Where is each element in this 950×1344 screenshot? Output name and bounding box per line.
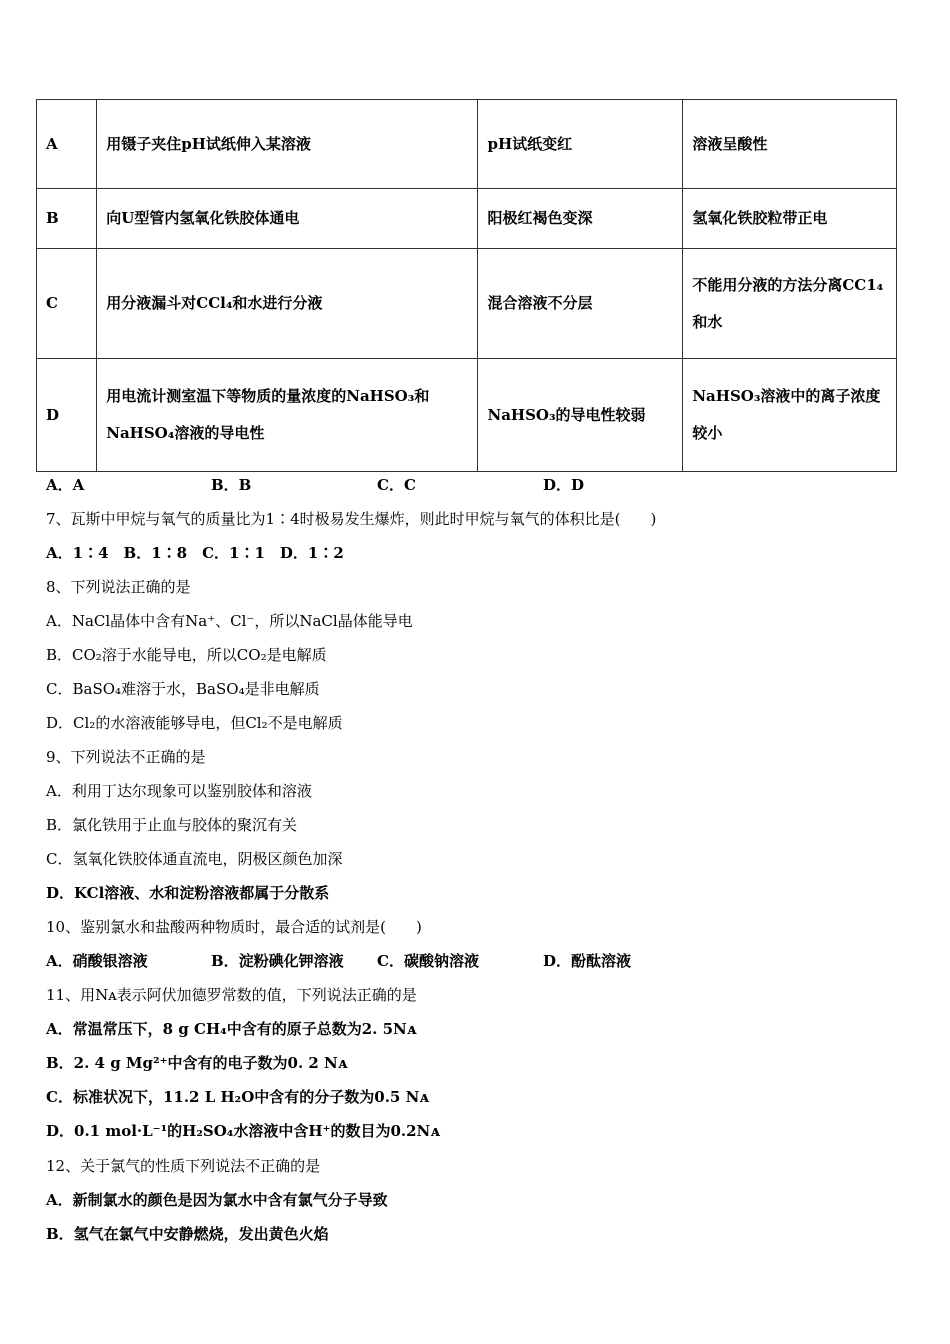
q8-option-d: D．Cl₂的水溶液能够导电，但Cl₂不是电解质 (46, 714, 343, 732)
table-row (37, 249, 897, 359)
conclusion-cell: 不能用分液的方法分离CC1₄和水 (683, 249, 897, 359)
q12-stem: 12、关于氯气的性质下列说法不正确的是 (46, 1157, 321, 1175)
q6-option-c: C．C (377, 476, 416, 494)
q6-options (46, 475, 584, 495)
q8-option-b: B．CO₂溶于水能导电，所以CO₂是电解质 (46, 646, 327, 664)
q10-stem: 10、鉴别氯水和盐酸两种物质时，最合适的试剂是( ) (46, 918, 422, 936)
q11-option-a: A．常温常压下，8 g CH₄中含有的原子总数为2. 5Nᴀ (46, 1020, 417, 1038)
phenomenon-cell: pH试纸变红 (478, 100, 683, 189)
table-row (37, 359, 897, 472)
phenomenon-cell: NaHSO₃的导电性较弱 (478, 359, 683, 472)
q10-options (46, 951, 631, 971)
q10-option-a: A．硝酸银溶液 (46, 952, 148, 970)
q7-options: A．1∶4 B．1∶8 C．1∶1 D．1∶2 (46, 544, 344, 562)
row-label: B (37, 189, 97, 249)
q9-stem: 9、下列说法不正确的是 (46, 748, 206, 766)
q8-option-c: C．BaSO₄难溶于水，BaSO₄是非电解质 (46, 680, 320, 698)
q11-stem: 11、用Nᴀ表示阿伏加德罗常数的值，下列说法正确的是 (46, 986, 417, 1004)
row-label: A (37, 100, 97, 189)
q8-stem: 8、下列说法正确的是 (46, 578, 191, 596)
q9-option-b: B．氯化铁用于止血与胶体的聚沉有关 (46, 816, 298, 834)
q6-option-a: A．A (46, 476, 85, 494)
q11-option-d: D．0.1 mol·L⁻¹的H₂SO₄水溶液中含H⁺的数目为0.2Nᴀ (46, 1122, 440, 1140)
operation-cell: 向U型管内氢氧化铁胶体通电 (97, 189, 478, 249)
conclusion-cell: 溶液呈酸性 (683, 100, 897, 189)
experiment-table (36, 99, 897, 472)
q11-option-c: C．标准状况下，11.2 L H₂O中含有的分子数为0.5 Nᴀ (46, 1088, 429, 1106)
q9-option-c: C．氢氧化铁胶体通直流电，阴极区颜色加深 (46, 850, 343, 868)
q6-option-d: D．D (543, 476, 585, 494)
operation-cell: 用电流计测室温下等物质的量浓度的NaHSO₃和NaHSO₄溶液的导电性 (97, 359, 478, 472)
q12-option-b: B．氢气在氯气中安静燃烧，发出黄色火焰 (46, 1225, 329, 1243)
row-label: D (37, 359, 97, 472)
q10-option-d: D．酚酞溶液 (543, 952, 632, 970)
q9-option-d: D．KCl溶液、水和淀粉溶液都属于分散系 (46, 884, 330, 902)
q8-option-a: A．NaCl晶体中含有Na⁺、Cl⁻，所以NaCl晶体能导电 (46, 612, 413, 630)
q10-option-b: B．淀粉碘化钾溶液 (211, 952, 344, 970)
q11-option-b: B．2. 4 g Mg²⁺中含有的电子数为0. 2 Nᴀ (46, 1054, 348, 1072)
q12-option-a: A．新制氯水的颜色是因为氯水中含有氯气分子导致 (46, 1191, 388, 1209)
q7-stem: 7、瓦斯中甲烷与氧气的质量比为1∶4时极易发生爆炸，则此时甲烷与氧气的体积比是( ) (46, 510, 657, 528)
table-row (37, 100, 897, 189)
table-row (37, 189, 897, 249)
row-label: C (37, 249, 97, 359)
operation-cell: 用镊子夹住pH试纸伸入某溶液 (97, 100, 478, 189)
operation-cell: 用分液漏斗对CCl₄和水进行分液 (97, 249, 478, 359)
conclusion-cell: NaHSO₃溶液中的离子浓度较小 (683, 359, 897, 472)
conclusion-cell: 氢氧化铁胶粒带正电 (683, 189, 897, 249)
q6-option-b: B．B (211, 476, 252, 494)
phenomenon-cell: 阳极红褐色变深 (478, 189, 683, 249)
phenomenon-cell: 混合溶液不分层 (478, 249, 683, 359)
q9-option-a: A．利用丁达尔现象可以鉴别胶体和溶液 (46, 782, 312, 800)
q10-option-c: C．碳酸钠溶液 (377, 952, 479, 970)
